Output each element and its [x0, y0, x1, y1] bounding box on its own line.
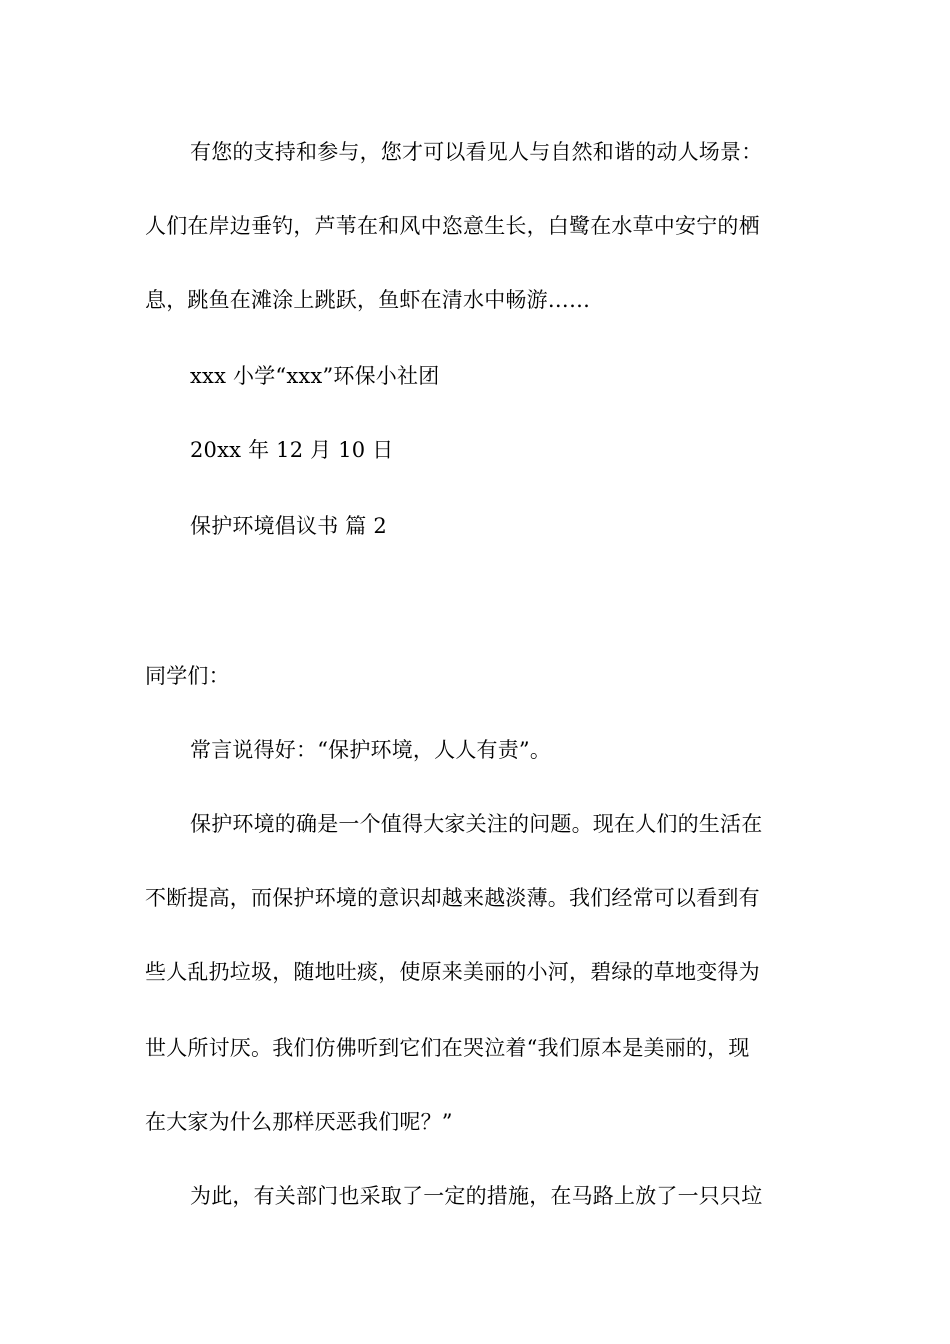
paragraph-line: 人们在岸边垂钓，芦苇在和风中恣意生长，白鹭在水草中安宁的栖 [145, 214, 760, 238]
date-line: 20xx 年 12 月 10 日 [190, 438, 394, 462]
paragraph-line: 些人乱扔垃圾，随地吐痰，使原来美丽的小河，碧绿的草地变得为 [145, 960, 760, 984]
signature-line: xxx 小学“xxx”环保小社团 [190, 364, 440, 388]
paragraph-line: 有您的支持和参与，您才可以看见人与自然和谐的动人场景： [190, 140, 763, 164]
paragraph-line: 世人所讨厌。我们仿佛听到它们在哭泣着“我们原本是美丽的，现 [145, 1036, 750, 1060]
paragraph-line: 保护环境的确是一个值得大家关注的问题。现在人们的生活在 [190, 812, 763, 836]
salutation: 同学们： [145, 664, 230, 688]
paragraph-line: 不断提高，而保护环境的意识却越来越淡薄。我们经常可以看到有 [145, 886, 760, 910]
paragraph-line: 息，跳鱼在滩涂上跳跃，鱼虾在清水中畅游…… [145, 288, 591, 312]
paragraph-line: 在大家为什么那样厌恶我们呢？” [145, 1110, 453, 1134]
paragraph-line: 为此，有关部门也采取了一定的措施，在马路上放了一只只垃 [190, 1184, 763, 1208]
paragraph-line: 常言说得好：“保护环境，人人有责”。 [190, 738, 552, 762]
section-title: 保护环境倡议书 篇 2 [190, 514, 387, 538]
